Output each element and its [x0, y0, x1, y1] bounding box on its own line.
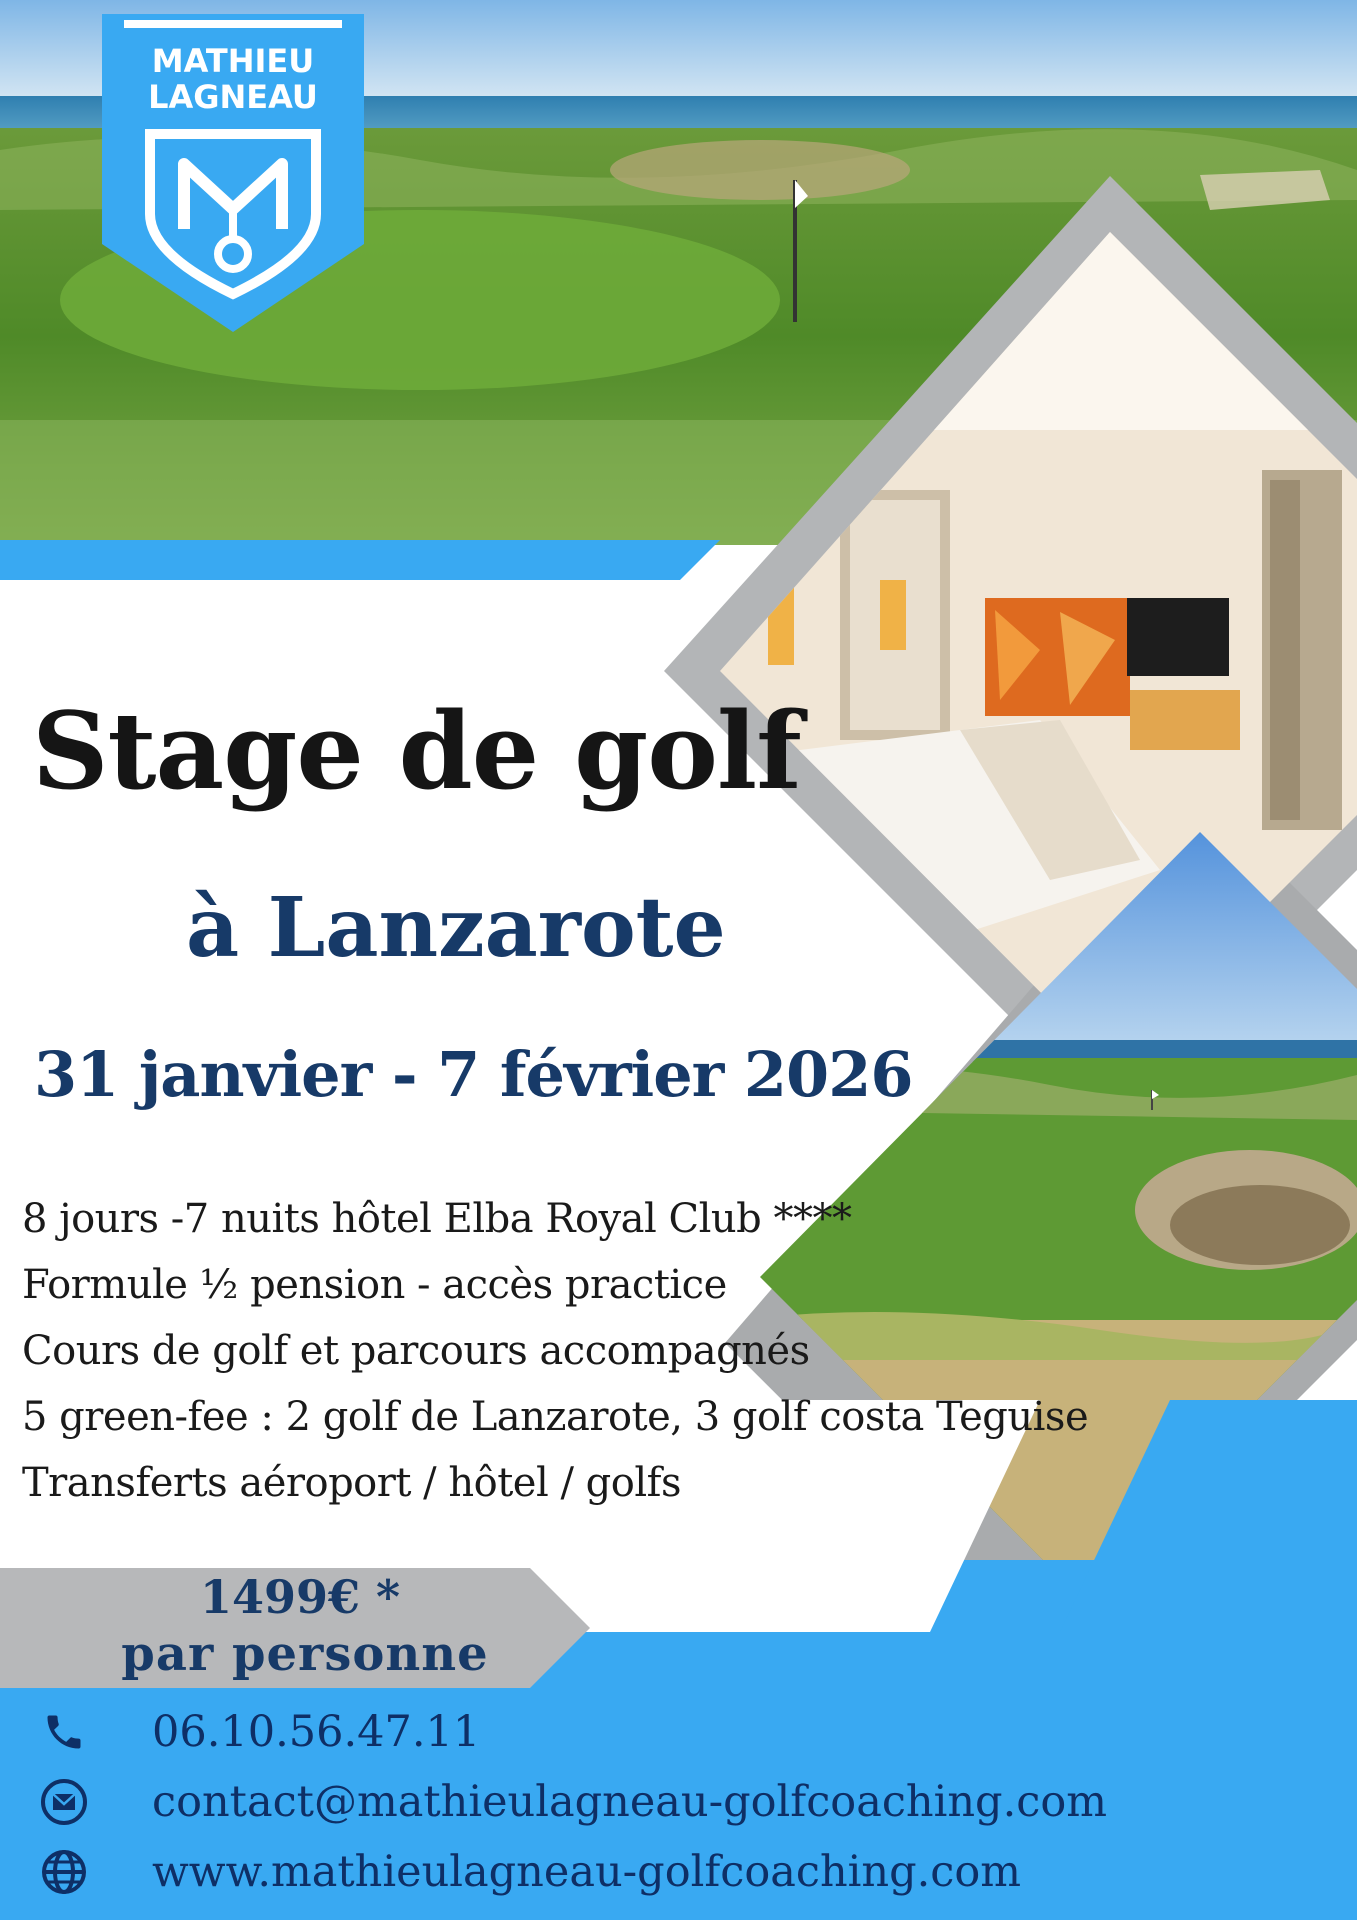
- price-amount: 1499€ *: [199, 1570, 401, 1624]
- feature-item: 8 jours -7 nuits hôtel Elba Royal Club ****: [22, 1196, 852, 1242]
- feature-item: Cours de golf et parcours accompagnés: [22, 1328, 810, 1374]
- feature-item: Transferts aéroport / hôtel / golfs: [22, 1460, 681, 1506]
- feature-item: 5 green-fee : 2 golf de Lanzarote, 3 golf costa Teguise: [22, 1394, 1089, 1440]
- mathieu-lagneau-logo: [102, 14, 364, 334]
- page-title: Stage de golf: [32, 688, 801, 813]
- email-icon: [38, 1776, 90, 1828]
- price-unit: par personne: [121, 1626, 489, 1682]
- globe-icon: [38, 1846, 90, 1898]
- phone-icon: [38, 1706, 90, 1758]
- logo-line1: MATHIEU: [151, 42, 315, 80]
- event-dates: 31 janvier - 7 février 2026: [34, 1038, 913, 1111]
- feature-list: [22, 1186, 1088, 1516]
- email-address[interactable]: contact@mathieulagneau-golfcoaching.com: [152, 1777, 1107, 1827]
- feature-item: Formule ½ pension - accès practice: [22, 1262, 727, 1308]
- website-url[interactable]: www.mathieulagneau-golfcoaching.com: [152, 1847, 1022, 1897]
- contact-website-row[interactable]: [38, 1842, 1021, 1902]
- logo-line2: LAGNEAU: [148, 78, 318, 116]
- page-subtitle: à Lanzarote: [186, 880, 726, 976]
- contact-email-row[interactable]: [38, 1772, 1107, 1832]
- phone-number[interactable]: 06.10.56.47.11: [152, 1707, 481, 1757]
- contact-phone-row[interactable]: [38, 1702, 480, 1762]
